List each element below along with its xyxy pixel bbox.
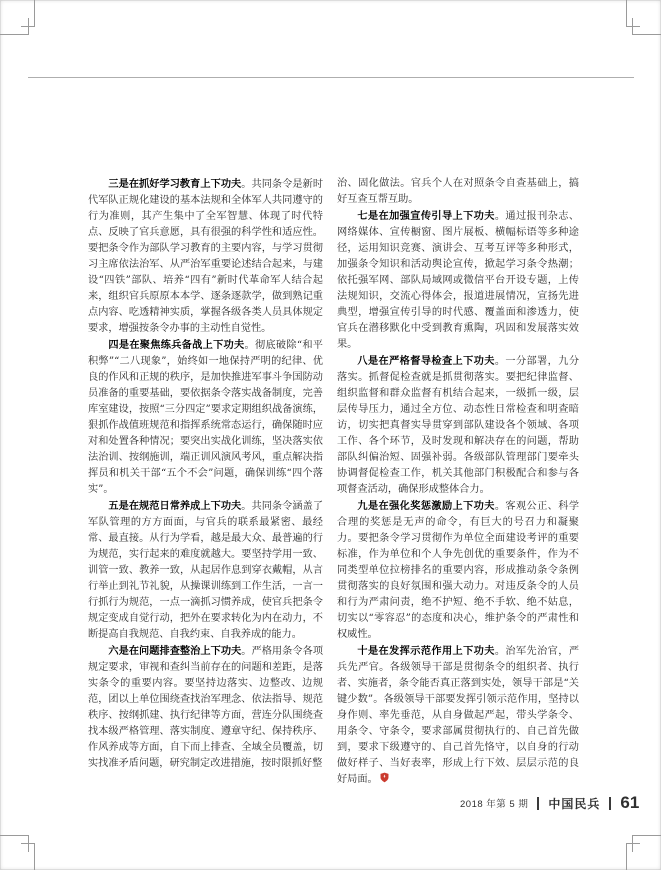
footer-separator-bar [537,797,539,810]
paragraph-body: 。治军先治官，严兵先严官。各级领导干部是贯彻条令的组织者、执行者、实施者，条令能否真正落到实处，领导干部是“关键少数”。各级领导干部要发挥引领示范作用，坚持以身作则、率先垂范，从自身做起严起，带头学条令、用条令、守条令，要求部属贯彻执行的、自己首先做到，要求下级遵守的、自己首先恪守，以自身的行动做好样子、当好表率，形成上行下效、层层示范的良好局面。 [337,646,580,785]
article-end-shield-icon [380,772,389,783]
paragraph [337,208,579,353]
crop-mark [0,835,28,836]
paragraph-body: 。共同条令是新时代军队正规化建设的基本法规和全体军人共同遵守的行为准则，其产生集中了全军智慧、体现了时代特点、反映了官兵意愿，具有很强的科学性和适应性。要把条令作为部队学习教育的主要内容，与学习贯彻习主席依法治军、从严治军重要论述结合起来，与建设“四铁”部队、培养“四有”新时代革命军人结合起来，组织官兵原原本本学、逐条逐款学，做到熟记重点内容、吃透精神实质，掌握各级各类人员具体规定要求，增强按条令办事的主动性自觉性。 [88,179,324,334]
crop-mark [633,835,661,836]
crop-mark [34,0,35,27]
crop-mark [626,0,627,27]
paragraph [88,498,323,643]
crop-mark [0,34,28,35]
paragraph-body: 。严格用条令各项规定要求，审视和查纠当前存在的问题和差距，是落实条令的重要内容。要坚持边落实、边整改、边规范，团以上单位围绕查找治军理念、依法指导、规范秩序、按纲抓建、执行纪律等方面，营连分队围绕查找本级严格管理、落实制度、遵章守纪、保持秩序、作风养成等方面，自下而上排查、全域全员覆盖，切实找准矛盾问题，研究制定改进措施，按时限抓好整 [88,646,324,769]
paragraph-continuation [337,176,579,208]
paragraph-lead: 九是在强化奖惩激励上下功夫 [357,500,495,512]
paragraph-lead: 十是在发挥示范作用上下功夫 [357,645,495,657]
paragraph-lead: 四是在聚焦练兵备战上下功夫 [108,339,245,351]
crop-mark [626,843,627,870]
paragraph [337,643,579,788]
paragraph [88,643,323,772]
paragraph-body: 。一分部署，九分落实。抓督促检查就是抓贯彻落实。要把纪律监督、组织监督和群众监督有机结合起来，一级抓一级，层层传导压力，通过全方位、动态性日常检查和明查暗访，切实把真督实导贯穿到部队建设各个领域、各项工作、各个环节，及时发现和解决存在的问题，帮助部队纠偏治短、固强补弱。各级部队管理部门要牵头协调督促检查工作，机关其他部门积极配合和参与各项督查活动，确保形成整体合力。 [337,356,580,495]
page-footer [460,793,639,813]
crop-mark [626,843,640,844]
paragraph-body: 。通过报刊杂志、网络媒体、宣传橱窗、图片展板、横幅标语等多种途径，运用知识竞赛、演讲会、互考互评等多种形式，加强条令知识和活动舆论宣传，掀起学习条令热潮；依托强军网、部队局域网或微信平台开设专题，上传法规知识，交流心得体会，报道进展情况，宣扬先进典型，增强宣传引导的时代感、覆盖面和渗透力，使官兵在潜移默化中受到教育熏陶，巩固和发展落实效果。 [337,211,580,350]
crop-mark [626,26,640,27]
paragraph-lead: 七是在加强宣传引导上下功夫 [357,210,495,222]
paragraph [337,498,579,643]
paragraph-body: 治、固化做法。官兵个人在对照条令自查基础上，搞好互查互帮互助。 [337,178,579,205]
magazine-name: 中国民兵 [548,796,601,811]
paragraph-lead: 五是在规范日常养成上下功夫 [108,500,242,512]
article-column-right [337,176,579,788]
paragraph [88,337,323,498]
crop-mark [21,26,35,27]
crop-mark [633,34,661,35]
paragraph-lead: 三是在抓好学习教育上下功夫 [108,178,242,190]
paragraph-lead: 六是在问题排查整治上下功夫 [108,645,242,657]
paragraph [337,353,579,498]
article-column-left [88,176,323,772]
crop-mark [34,843,35,870]
footer-separator-bar [609,797,611,810]
paragraph-body: 。彻底破除“和平积弊”“二八现象”，始终如一地保持严明的纪律、优良的作风和正规的秩序，是加快推进军事斗争国防动员准备的重要基础，要依据条令落实战备制度，完善库室建设，按照“三分四定”要求定期组织战备演练，狠抓作战值班规范和指挥系统常态运行，确保随时应对和处置各种情况；要突出实战化训练，坚决落实依法治训、按纲施训，端正训风演风考风，重点解决指挥员和机关干部“五个不会”问题，确保训练“四个落实”。 [88,340,323,495]
page-number: 61 [620,793,640,812]
issue-label: 2018 年第 5 期 [460,799,529,810]
paragraph-body: 。共同条令涵盖了军队管理的方方面面，与官兵的联系最紧密、最经常、最直接。从行为学看，越是最大众、最普遍的行为规范，实行起来的难度就越大。要坚持学用一致、训管一致、教养一致，从起居作息到穿衣戴帽，从言行举止到礼节礼貌，从操课训练到工作生活，一言一行抓行为规范，一点一滴抓习惯养成，使官兵把条令规定变成自觉行动，把外在要求转化为内在动力，不断提高自我规范、自我约束、自我养成的能力。 [88,501,324,640]
paragraph-body: 。客观公正、科学合理的奖惩是无声的命令，有巨大的号召力和凝聚力。要把条令学习贯彻作为单位全面建设考评的重要标准，作为单位和个人争先创优的重要条件，作为不同类型单位拉榜排名的重要内容，形成推动条令条例贯彻落实的良好氛围和强大动力。对违反条令的人员和行为严肃问责，绝不护短、绝不手软、绝不姑息，切实以“零容忍”的态度和决心，维护条令的严肃性和权威性。 [337,501,580,640]
paragraph-lead: 八是在严格督导检查上下功夫 [357,355,495,367]
crop-mark [21,843,35,844]
header-rule [28,77,634,78]
paragraph [88,176,323,337]
